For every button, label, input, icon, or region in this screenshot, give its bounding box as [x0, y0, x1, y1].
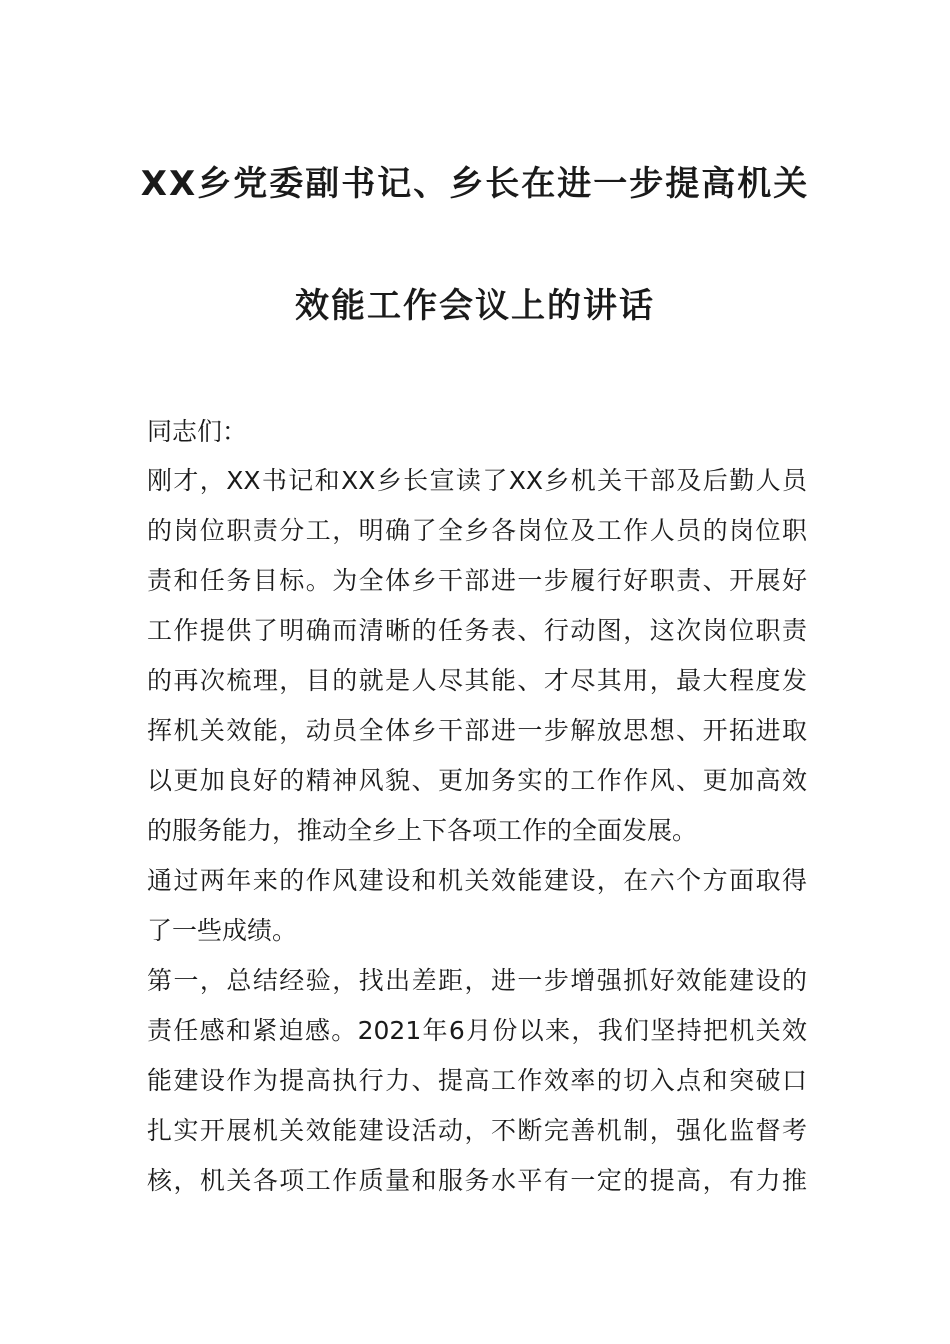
body-line: 通过两年来的作风建设和机关效能建设，在六个方面取得: [147, 866, 807, 895]
body-line: 能建设作为提高执行力、提高工作效率的切入点和突破口: [147, 1066, 807, 1095]
body-line: 责和任务目标。为全体乡干部进一步履行好职责、开展好: [147, 566, 807, 595]
salutation: 同志们：: [147, 417, 248, 446]
body-line: 第一，总结经验，找出差距，进一步增强抓好效能建设的: [147, 966, 807, 995]
body-line: 核，机关各项工作质量和服务水平有一定的提高，有力推: [147, 1166, 807, 1195]
body-line: 挥机关效能，动员全体乡干部进一步解放思想、开拓进取: [147, 716, 807, 745]
document-title-line-2: 效能工作会议上的讲话: [295, 286, 655, 326]
body-line: 责任感和紧迫感。2021年6月份以来，我们坚持把机关效: [147, 1016, 807, 1045]
body-line: 刚才，XX书记和XX乡长宣读了XX乡机关干部及后勤人员: [147, 466, 807, 495]
body-line: 的再次梳理，目的就是人尽其能、才尽其用，最大程度发: [147, 666, 807, 695]
body-line: 工作提供了明确而清晰的任务表、行动图，这次岗位职责: [147, 616, 807, 645]
body-line: 以更加良好的精神风貌、更加务实的工作作风、更加高效: [147, 766, 807, 795]
body-line: 的服务能力，推动全乡上下各项工作的全面发展。: [147, 816, 698, 845]
body-line: 的岗位职责分工，明确了全乡各岗位及工作人员的岗位职: [147, 516, 807, 545]
body-line: 扎实开展机关效能建设活动，不断完善机制，强化监督考: [147, 1116, 807, 1145]
document-title-line-1: XX乡党委副书记、乡长在进一步提高机关: [140, 164, 810, 204]
body-line: 了一些成绩。: [147, 916, 298, 945]
